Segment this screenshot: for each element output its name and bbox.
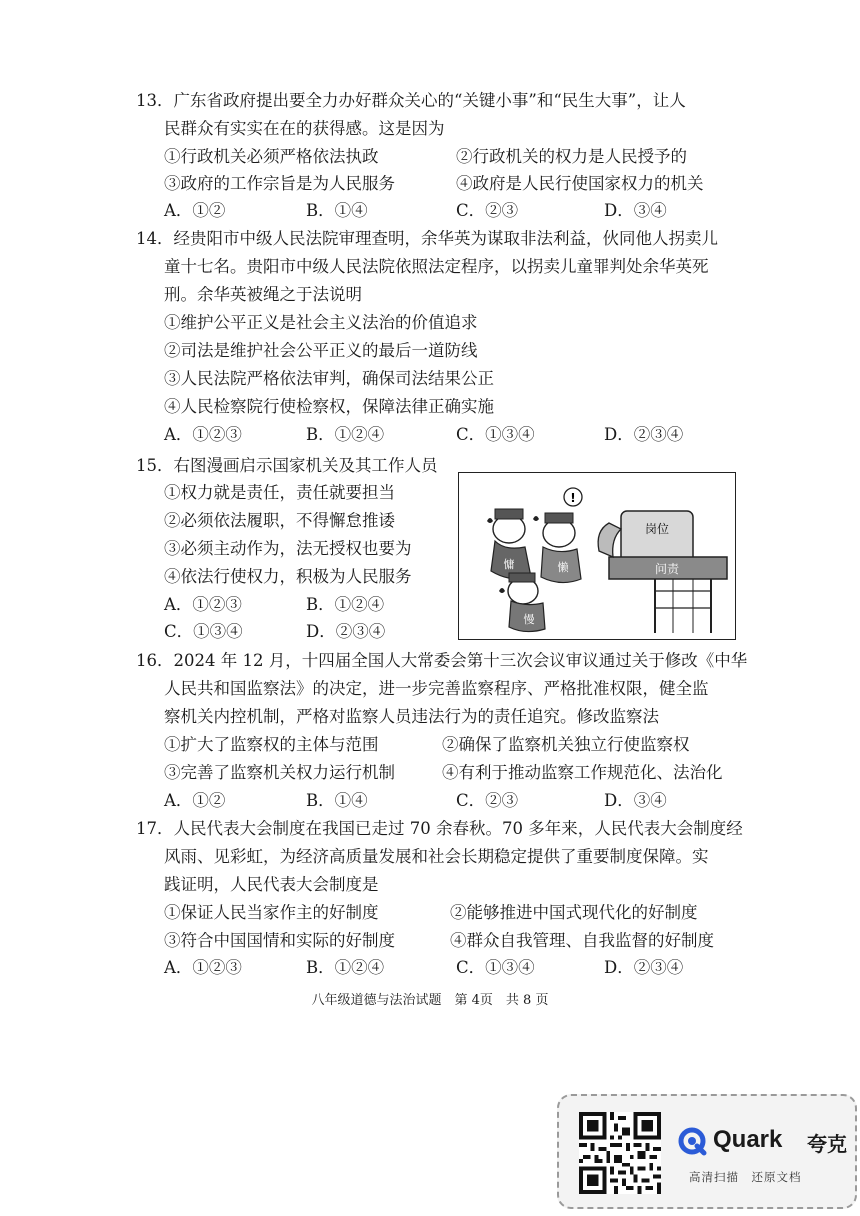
q13-choice-c: C．②③ (456, 201, 519, 220)
official-figure-2 (541, 513, 581, 583)
q16-stem-line-2: 人民共和国监察法》的决定，进一步完善监察程序、严格批准权限，健全监 (164, 679, 709, 698)
kicking-boot (598, 523, 621, 557)
quark-watermark-badge (557, 1094, 857, 1209)
post-sign-text: 岗位 (644, 522, 670, 536)
q13-option-1: ①行政机关必须严格依法执政 (164, 147, 379, 166)
cartoon-illustration (459, 473, 734, 638)
q16-choice-d: D．③④ (604, 791, 667, 810)
quark-slogan: 高清扫描 还原文档 (689, 1170, 802, 1184)
q15-stem-line-1: 15．右图漫画启示国家机关及其工作人员 (136, 456, 438, 475)
q14-option-4: ④人民检察院行使检察权，保障法律正确实施 (164, 397, 494, 416)
q16-choice-c: C．②③ (456, 791, 519, 810)
svg-text:慵: 慵 (503, 558, 515, 571)
q15-choice-a: A．①②③ (164, 595, 242, 614)
q17-option-2: ②能够推进中国式现代化的好制度 (450, 903, 698, 922)
q17-choice-d: D．②③④ (604, 958, 684, 977)
q14-stem-line-1: 14．经贵阳市中级人民法院审理查明，余华英为谋取非法利益，伙同他人拐卖儿 (136, 229, 718, 248)
q15-choice-b: B．①②④ (306, 595, 385, 614)
q16-option-3: ③完善了监察机关权力运行机制 (164, 763, 395, 782)
q14-stem-line-3: 刑。余华英被绳之于法说明 (164, 285, 362, 304)
q16-stem-line-3: 察机关内控机制，严格对监察人员违法行为的责任追究。修改监察法 (164, 707, 659, 726)
q17-option-3: ③符合中国国情和实际的好制度 (164, 931, 395, 950)
q13-choice-b: B．①④ (306, 201, 368, 220)
q17-stem-line-3: 践证明，人民代表大会制度是 (164, 875, 379, 894)
q16-choice-a: A．①② (164, 791, 226, 810)
q17-option-1: ①保证人民当家作主的好制度 (164, 903, 379, 922)
q13-choice-d: D．③④ (604, 201, 667, 220)
qr-code-icon (579, 1112, 661, 1194)
q16-stem-line-1: 16．2024 年 12 月，十四届全国人大常委会第十三次会议审议通过关于修改《中华 (136, 651, 748, 670)
q13-stem-line-1: 13．广东省政府提出要全力办好群众关心的“关键小事”和“民生大事”，让人 (136, 91, 686, 110)
q14-option-2: ②司法是维护社会公平正义的最后一道防线 (164, 341, 478, 360)
q14-choice-c: C．①③④ (456, 425, 535, 444)
official-figure-1 (491, 509, 531, 579)
q16-choice-b: B．①④ (306, 791, 368, 810)
q13-stem-line-2: 民群众有实实在在的获得感。这是因为 (164, 119, 445, 138)
quark-logo-icon (677, 1126, 707, 1156)
q13-option-2: ②行政机关的权力是人民授予的 (456, 147, 687, 166)
svg-text:懒: 懒 (557, 561, 569, 574)
q15-cartoon (458, 472, 736, 640)
q13-option-3: ③政府的工作宗旨是为人民服务 (164, 174, 395, 193)
q14-option-3: ③人民法院严格依法审判，确保司法结果公正 (164, 369, 494, 388)
q15-choice-d: D．②③④ (306, 622, 386, 641)
q15-option-2: ②必须依法履职，不得懈怠推诿 (164, 511, 395, 530)
q17-choice-c: C．①③④ (456, 958, 535, 977)
exclaim-mark: ! (570, 491, 576, 505)
q15-option-4: ④依法行使权力，积极为人民服务 (164, 567, 412, 586)
q14-choice-b: B．①②④ (306, 425, 385, 444)
q17-stem-line-1: 17．人民代表大会制度在我国已走过 70 余春秋。70 多年来，人民代表大会制度经 (136, 819, 743, 838)
q14-choice-d: D．②③④ (604, 425, 684, 444)
q17-option-4: ④群众自我管理、自我监督的好制度 (450, 931, 714, 950)
official-figure-3 (508, 573, 545, 632)
q14-stem-line-2: 童十七名。贵阳市中级人民法院依照法定程序，以拐卖儿童罪判处余华英死 (164, 257, 709, 276)
q14-option-1: ①维护公平正义是社会主义法治的价值追求 (164, 313, 478, 332)
q16-option-1: ①扩大了监察权的主体与范围 (164, 735, 379, 754)
q14-choice-a: A．①②③ (164, 425, 242, 444)
quark-brand-cn: 夸克 (807, 1132, 847, 1156)
q15-option-3: ③必须主动作为，法无授权也要为 (164, 539, 412, 558)
q13-choice-a: A．①② (164, 201, 226, 220)
q15-choice-c: C．①③④ (164, 622, 243, 641)
accountability-text: 问责 (654, 562, 680, 576)
svg-text:慢: 慢 (523, 613, 535, 626)
q17-choice-a: A．①②③ (164, 958, 242, 977)
quark-brand-text: Quark (713, 1126, 783, 1153)
q17-choice-b: B．①②④ (306, 958, 385, 977)
q15-option-1: ①权力就是责任，责任就要担当 (164, 483, 395, 502)
q17-stem-line-2: 风雨、见彩虹，为经济高质量发展和社会长期稳定提供了重要制度保障。实 (164, 847, 709, 866)
q16-option-2: ②确保了监察机关独立行使监察权 (442, 735, 690, 754)
q16-option-4: ④有利于推动监察工作规范化、法治化 (442, 763, 723, 782)
page-footer: 八年级道德与法治试题 第 4页 共 8 页 (311, 993, 549, 1008)
q13-option-4: ④政府是人民行使国家权力的机关 (456, 174, 704, 193)
